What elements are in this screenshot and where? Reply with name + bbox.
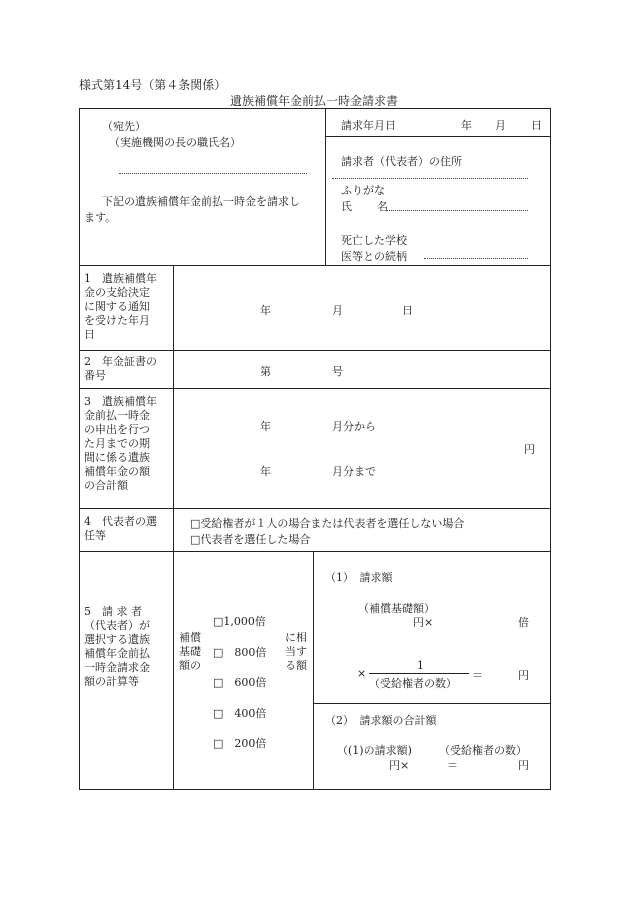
- row1-label: 1 遺族補償年 金の支給決定 に関する通知 を受けた年月 日: [84, 272, 157, 341]
- row5-label: 5 請 求 者 （代表者）が 選択する遺族 補償年金前払 一時金請求金 額の計算等: [84, 605, 150, 688]
- calc1-fraction-bar: [369, 673, 469, 674]
- addressee: （宛先）: [102, 120, 146, 133]
- row5-basis-label: 補償 基礎 額の: [179, 631, 201, 672]
- calc1-yen: 円: [518, 669, 529, 682]
- calc2-claim-label: （(1)の請求額): [337, 744, 412, 757]
- calc1-yen-times: 円×: [413, 616, 434, 629]
- calc2-yen: 円: [518, 759, 529, 772]
- row3-label: 3 遺族補償年 金前払一時金 の申出を行つ た月までの期 間に係る遺族 補償年金の額 の合計額: [84, 395, 157, 492]
- calc1-times: ×: [357, 667, 367, 680]
- calc2-yen-times: 円×: [389, 759, 410, 772]
- date-day: 日: [531, 119, 542, 132]
- row4-option-single[interactable]: □受給権者が１人の場合または代表者を選任しない場合: [190, 517, 465, 530]
- calc-divider: [313, 551, 314, 790]
- row3-yen: 円: [524, 443, 535, 456]
- furigana-label: ふりがな: [341, 184, 385, 197]
- claimant-address-field[interactable]: [332, 178, 528, 179]
- row3-from-year: 年: [260, 420, 271, 433]
- date-month: 月: [495, 119, 506, 132]
- multiplier-800[interactable]: □ 800倍: [213, 646, 267, 659]
- request-text-2: ます。: [84, 211, 117, 224]
- row2-dai: 第: [260, 365, 271, 378]
- row2-go: 号: [332, 365, 343, 378]
- name-mei: 名: [377, 200, 388, 213]
- relation-field[interactable]: [424, 258, 528, 259]
- multiplier-400[interactable]: □ 400倍: [213, 707, 267, 720]
- row2-label: 2 年金証書の 番号: [84, 355, 157, 382]
- row1-year: 年: [260, 304, 271, 317]
- claimant-address-label: 請求者（代表者）の住所: [341, 155, 462, 168]
- calc2-title: （2） 請求額の合計額: [325, 714, 437, 727]
- multiplier-200[interactable]: □ 200倍: [213, 737, 267, 750]
- form-number: 様式第14号（第４条関係）: [79, 78, 227, 92]
- row4-label: 4 代表者の選 任等: [84, 515, 157, 542]
- calc1-bai: 倍: [518, 616, 529, 629]
- agency-head-field[interactable]: [119, 173, 307, 174]
- row3-to-month: 月分まで: [332, 465, 376, 478]
- date-year: 年: [461, 119, 472, 132]
- row3-to-year: 年: [260, 465, 271, 478]
- name-shi: 氏: [341, 200, 352, 213]
- calc1-title: （1） 請求額: [325, 571, 393, 584]
- row1-month: 月: [332, 304, 343, 317]
- multiplier-600[interactable]: □ 600倍: [213, 676, 267, 689]
- row4-option-representative[interactable]: □代表者を選任した場合: [190, 533, 311, 546]
- name-field[interactable]: [387, 210, 528, 211]
- relation-label-2: 医等との続柄: [341, 250, 407, 263]
- row1-day: 日: [402, 304, 413, 317]
- calc1-basis-label: （補償基礎額）: [358, 602, 435, 615]
- calc2-equals: ＝: [447, 759, 458, 772]
- header-divider: [325, 108, 326, 265]
- label-column-divider: [173, 265, 174, 790]
- date-label: 請求年月日: [341, 119, 396, 132]
- calc1-numerator: 1: [417, 659, 424, 672]
- calc2-count-label: （受給権者の数）: [439, 744, 527, 757]
- agency-head-label: （実施機関の長の職氏名）: [109, 136, 241, 149]
- row3-from-month: 月分から: [332, 420, 376, 433]
- relation-label-1: 死亡した学校: [341, 234, 407, 247]
- request-text-1: 下記の遺族補償年金前払一時金を請求し: [102, 195, 300, 208]
- form-title: 遺族補償年金前払一時金請求書: [230, 94, 399, 108]
- calc1-equals: ＝: [472, 669, 483, 682]
- row5-equiv-label: に相 当す る額: [285, 631, 307, 672]
- multiplier-1000[interactable]: □1,000倍: [213, 615, 266, 628]
- calc1-denominator: （受給権者の数）: [369, 677, 457, 690]
